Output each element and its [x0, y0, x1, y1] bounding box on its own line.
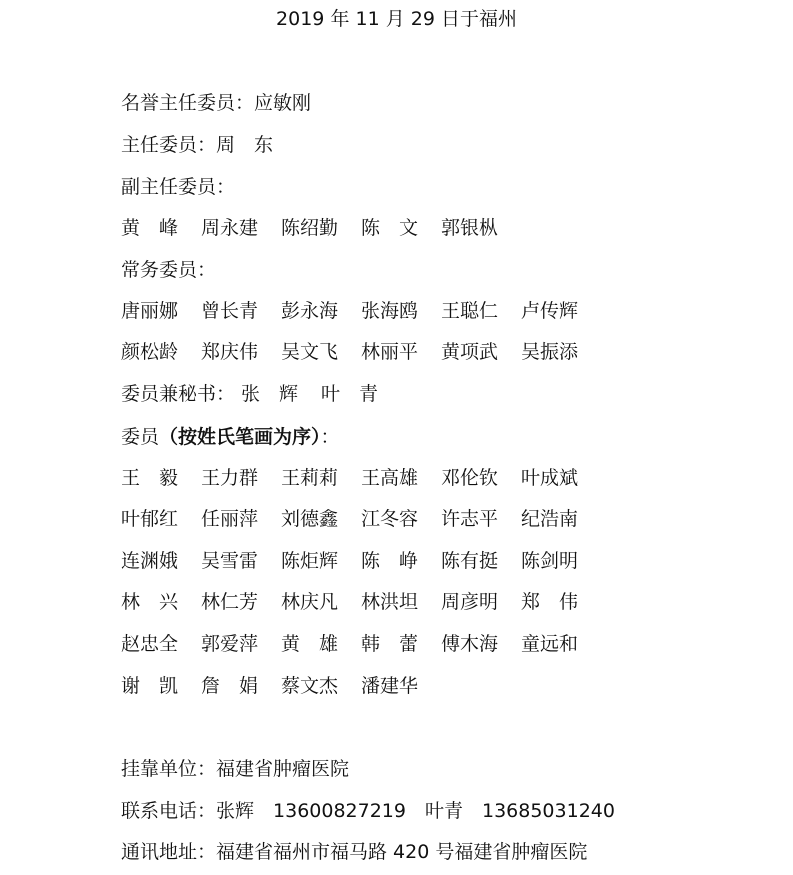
- address-line: [121, 840, 587, 864]
- member-name: 傅木海: [441, 633, 499, 655]
- member-name: 王莉莉: [281, 467, 339, 489]
- honorary-chair-label: 名誉主任委员：: [121, 92, 255, 114]
- member-name: 潘建华: [361, 675, 419, 697]
- member-name: 王高雄: [361, 467, 419, 489]
- member-name: 江冬容: [361, 508, 419, 530]
- vice-chairs-label: 副主任委员：: [121, 176, 236, 198]
- member-name: 童远和: [521, 633, 579, 655]
- member-name: 林 兴: [121, 591, 179, 613]
- affiliation-label: 挂靠单位：: [121, 758, 217, 780]
- member-name: 蔡文杰: [281, 675, 339, 697]
- honorary-chair-name: 应敏刚: [254, 92, 312, 114]
- member-name: 林洪坦: [361, 591, 419, 613]
- secretary-name: 张 辉: [241, 383, 299, 405]
- standing-member-name: 曾长青: [201, 300, 259, 322]
- member-name: 赵忠全: [121, 633, 179, 655]
- vice-chair-name: 郭银枞: [441, 217, 499, 239]
- standing-member-name: 郑庆伟: [201, 341, 259, 363]
- vice-chair-name: 陈 文: [361, 217, 419, 239]
- standing-member-name: 吴振添: [521, 341, 579, 363]
- member-name: 叶郁红: [121, 508, 179, 530]
- member-name: 陈 峥: [361, 550, 419, 572]
- standing-member-name: 黄项武: [441, 341, 499, 363]
- secretary-label: 委员兼秘书：: [121, 383, 236, 405]
- address-value: 福建省福州市福马路 420 号福建省肿瘤医院: [216, 841, 588, 863]
- vice-chair-name: 黄 峰: [121, 217, 179, 239]
- member-name: 林庆凡: [281, 591, 339, 613]
- member-name: 任丽萍: [201, 508, 259, 530]
- standing-member-name: 林丽平: [361, 341, 419, 363]
- member-name: 陈剑明: [521, 550, 579, 572]
- contact-value: 张辉 13600827219 叶青 13685031240: [216, 800, 615, 822]
- standing-members-label: 常务委员：: [121, 259, 217, 281]
- members-label-note: （按姓氏笔画为序）: [159, 426, 321, 448]
- address-label: 通讯地址：: [121, 841, 217, 863]
- vice-chair-name: 陈绍勤: [281, 217, 339, 239]
- member-name: 连渊娥: [121, 550, 179, 572]
- vice-chair-name: 周永建: [201, 217, 259, 239]
- member-name: 王 毅: [121, 467, 179, 489]
- member-name: 陈有挺: [441, 550, 499, 572]
- members-label-suffix: ：: [320, 426, 340, 448]
- standing-member-name: 颜松龄: [121, 341, 179, 363]
- standing-member-name: 唐丽娜: [121, 300, 179, 322]
- standing-member-name: 卢传辉: [521, 300, 579, 322]
- member-name: 詹 娟: [201, 675, 259, 697]
- members-label: [121, 425, 340, 449]
- member-name: 郭爱萍: [201, 633, 259, 655]
- affiliation-value: 福建省肿瘤医院: [216, 758, 350, 780]
- member-name: 黄 雄: [281, 633, 339, 655]
- member-name: 韩 蕾: [361, 633, 419, 655]
- date-place-line: 2019 年 11 月 29 日于福州: [276, 8, 517, 30]
- chair-name: 周 东: [216, 134, 274, 156]
- member-name: 纪浩南: [521, 508, 579, 530]
- member-name: 许志平: [441, 508, 499, 530]
- members-label-prefix: 委员: [121, 426, 160, 448]
- member-name: 叶成斌: [521, 467, 579, 489]
- member-name: 郑 伟: [521, 591, 579, 613]
- chair-line: [121, 133, 273, 157]
- affiliation-line: [121, 757, 349, 781]
- member-name: 周彦明: [441, 591, 499, 613]
- standing-member-name: 彭永海: [281, 300, 339, 322]
- member-name: 陈炬辉: [281, 550, 339, 572]
- secretary-name: 叶 青: [321, 383, 379, 405]
- honorary-chair-line: [121, 91, 311, 115]
- member-name: 林仁芳: [201, 591, 259, 613]
- member-name: 王力群: [201, 467, 259, 489]
- member-name: 邓伦钦: [441, 467, 499, 489]
- member-name: 吴雪雷: [201, 550, 259, 572]
- chair-label: 主任委员：: [121, 134, 217, 156]
- standing-member-name: 王聪仁: [441, 300, 499, 322]
- contact-label: 联系电话：: [121, 800, 217, 822]
- member-name: 刘德鑫: [281, 508, 339, 530]
- contact-line: [121, 799, 615, 823]
- member-name: 谢 凯: [121, 675, 179, 697]
- standing-member-name: 吴文飞: [281, 341, 339, 363]
- standing-member-name: 张海鸥: [361, 300, 419, 322]
